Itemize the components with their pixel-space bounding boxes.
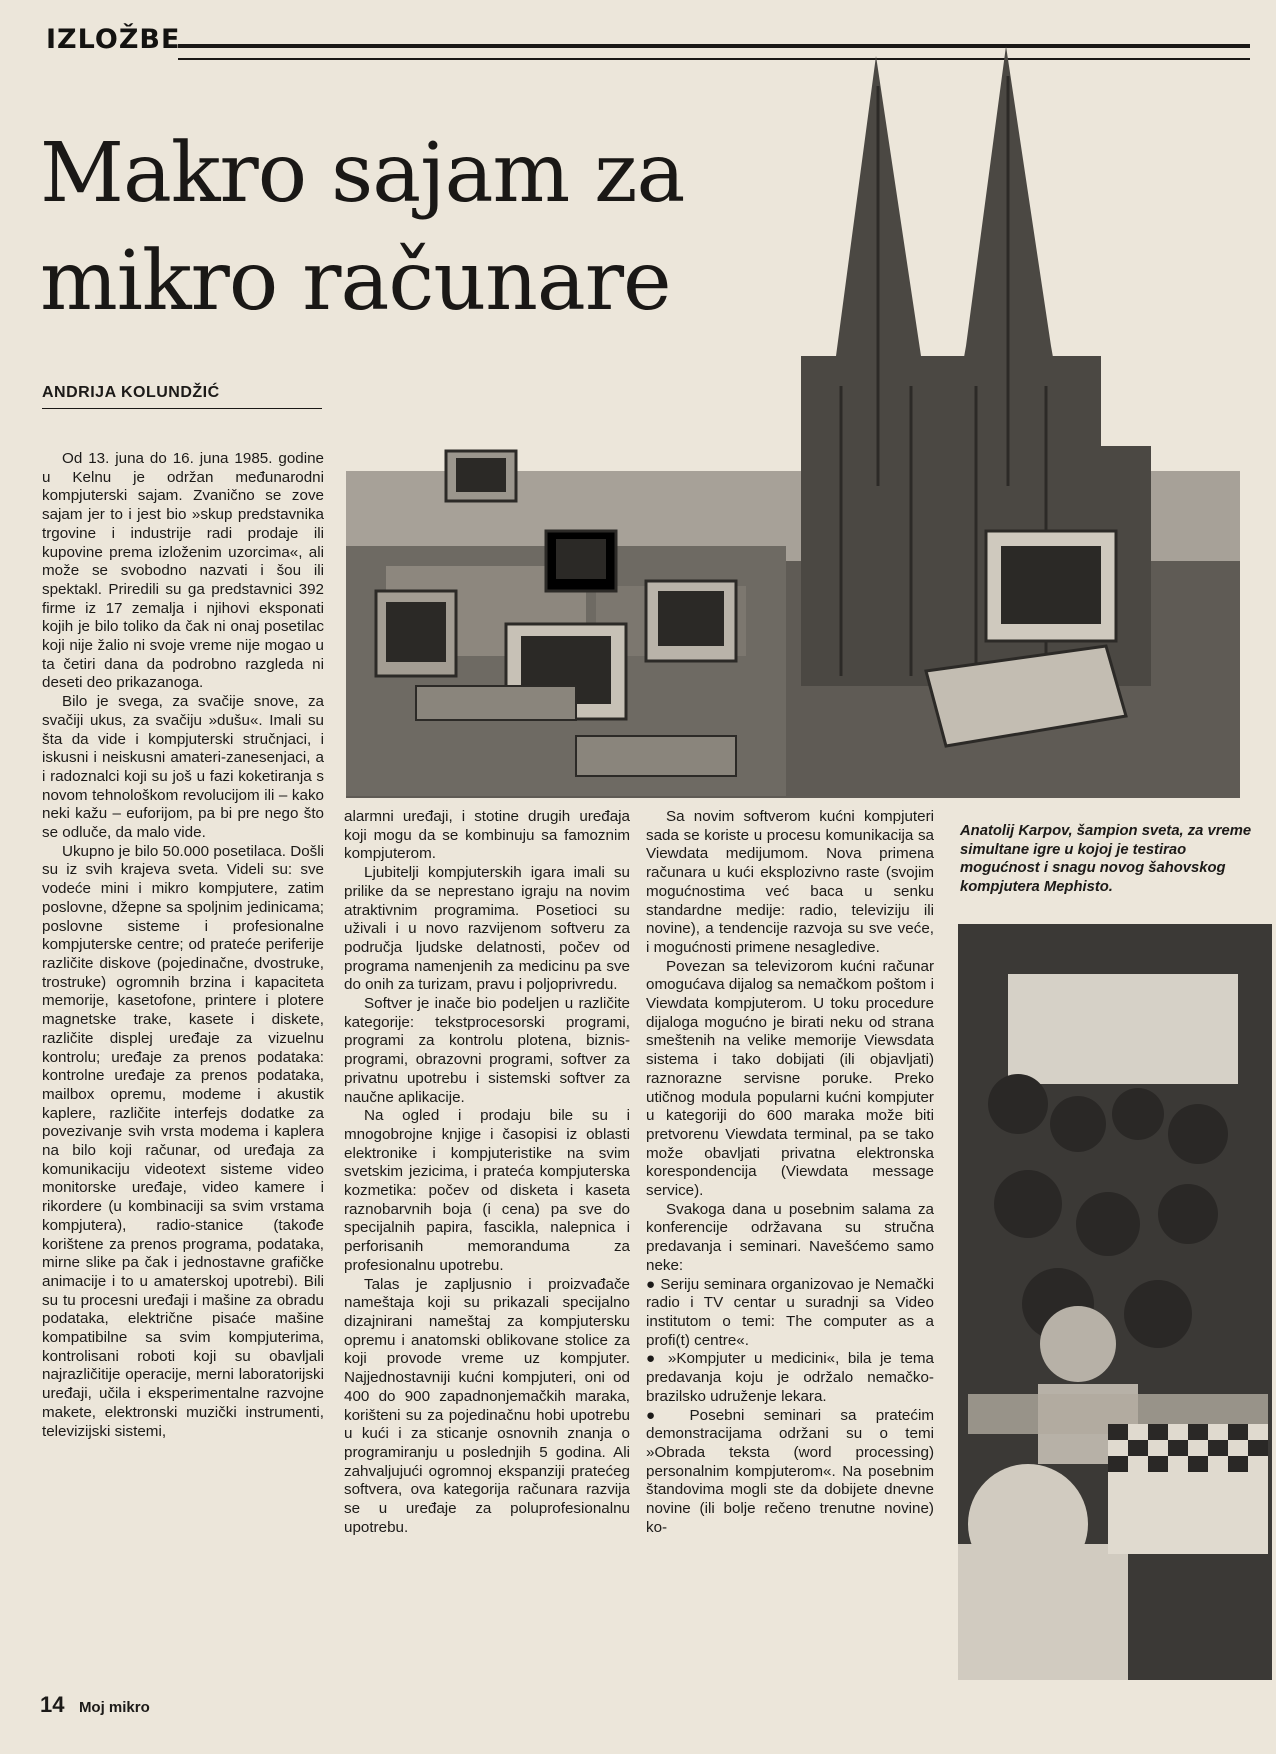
photo-caption: Anatolij Karpov, šampion sveta, za vreme simultane igre u kojoj je testirao mogućnost i snagu novog šahovskog kompjutera Mephisto. [960,823,1252,895]
headline-line-1: Makro sajam za [40,126,685,221]
paragraph: Od 13. juna do 16. juna 1985. godine u Kelnu je održan međunarodni kompjuterski sajam. Zvanično se zove sajam jer to i jest bio »skup predstavnika trgovine i industrije radi prodaje ili kupovine prema izloženim uzorcima«, ali može se svobodno nazvati i šou ili spektakl. Priredili su ga predstavnici 392 firme iz 17 zemalja i njihovi eksponati kojih je bilo toliko da čak ni onaj posetilac koji nije žalio ni svoje vreme nije mogao u ta četiri dana da podrobno razgleda ni deseti deo prikazanoga. [42,450,324,692]
bullet-paragraph: ● Seriju seminara organizovao je Nemački radio i TV centar u suradnji sa Video institutom o temi: The computer as a profi(t) centre«. [646,1275,934,1349]
page-footer [40,1692,150,1718]
paragraph: Na ogled i prodaju bile su i mnogobrojne knjige i časopisi iz oblasti elektronike i kompjuteristike na svim svetskim jezicima, i prateća kompjuterska kozmetika: počev od disketa i kaseta raznobarvnih boja (i cena) pa sve do specijalnih papira, fascikla, nalepnica i perforisanih memoranduma za profesionalnu upotrebu. [344,1107,630,1274]
chess-photo [958,924,1272,1680]
section-tag: IZLOŽBE [46,24,181,55]
chess-simultaneous-photo [958,924,1272,1680]
magazine-name: Moj mikro [78,1699,150,1716]
bullet-paragraph: ● »Kompjuter u medicini«, bila je tema predavanja koju je održalo nemačko-brazilsko udruženje lekara. [646,1350,934,1405]
text-column-3 [646,808,934,1537]
page-number: 14 [40,1692,65,1717]
paragraph: Softver je inače bio podeljen u različite kategorije: tekstprocesorski programi, programi za kontrolu plotena, biznis-programi, obrazovni programi, softver za privatnu upotrebu i sistemski softver za naučne aplikacije. [344,995,630,1106]
paragraph: Povezan sa televizorom kućni računar omogućava dijalog sa nemačkom poštom i Viewdata kompjuterom. U toku procedure dijaloga mogućno je birati neku od strana smeštenih na velike memorije Viewsdata sistema i tako dobijati (ili objavljati) raznorazne servisne poruke. Preko utičnog modula popularni kućni kompjuter u kategoriji do 600 maraka može biti pretvorenu Viewdata terminal, pa se tako može obavljati privatna elektronska korespondencija (Viewdata message service). [646,957,934,1200]
headline-line-2: mikro računare [40,234,671,329]
paragraph: Ukupno je bilo 50.000 posetilaca. Došli su iz svih krajeva sveta. Videli su: sve vodeće mini i mikro kompjutere, zatim poslovne, džepne sa spoljnim jedinicama; poslovne sisteme i profesionalne kompjuterske centre; od prateće periferije različite diskove (pojedinačne, dvostruke, trostruke) ogromnih brzina i kapaciteta memorije, kasetofone, printere i plotere magnetske trake, kasete i diskete, različite displej uređaje za vizuelnu kontrolu; uređaje za prenos podataka: kontrolne uređaje za prenos podataka, mailbox opremu, modeme i akustik kaplere, različite interfejs dodatke za povezivanje svih vrsta modema i kaplera na bilo koji računar, od uređaja za komunikaciju videotext sisteme video monitorske uređaje, video kamere i rikordere (u kombinaciji sa svim vrstama kompjutera), radio-stanice (takođe korištene za prenos programa, podataka, mirne slike pa čak i jednostavne grafičke animacije i to u amaterskoj upotrebi). Bili su tu procesni uređaji i mašine za obradu podataka, električne pisaće mašine kompatibilne sa svim kompjuterima, kontrolisani roboti koji su obavljali najrazličitije operacije, merni laboratorijski uređaji, učila i eksperimentalne razvojne makete, elektronski muzički instrumenti, televizijski sistemi, [42,842,324,1440]
paragraph: Sa novim softverom kućni kompjuteri sada se koriste u procesu komunikacija sa Viewdata medijumom. Nova primena računara u kući eksplozivno raste (svojim mogućnostima već baca u senku standardne medije: radio, televiziju ili novine), a tendencije razvoja su sve veće, i mogućnosti primene nesagledive. [646,808,934,956]
text-column-2 [344,808,630,1537]
byline-rule [42,408,322,409]
paragraph: alarmni uređaji, i stotine drugih uređaja koji mogu da se kombinuju sa famoznim kompjuterom. [344,808,630,863]
author-byline: ANDRIJA KOLUNDŽIĆ [42,384,220,401]
text-column-1 [42,450,324,1441]
paragraph: Talas je zapljusnio i proizvađače nameštaja koji su prikazali specijalno dizajnirani nameštaj za kompjutersku opremu i anatomski oblikovane stolice za koji provode vreme uz kompjuter. Najjednostavniji kućni kompjuteri, oni od 400 do 900 zapadnonjemačkih maraka, korišteni su za pojedinačnu hobi upotrebu u kući i za sticanje osnovnih znanja o programiranju u poslednjih 5 godina. Ali zahvaljujući ogromnoj ekspanziji pratećeg softvera, ova kategorija računara razvija se u uređaje za poluprofesionalnu upotrebu. [344,1275,630,1536]
paragraph: Ljubitelji kompjuterskih igara imali su prilike da se neprestano igraju na novim atraktivnim programima. Posetioci su uživali i u novo razvijenom softveru za područja ljudske delatnosti, počev od programa namenjenih za medicinu pa sve do onih za turizam, pravu i poljoprivredu. [344,864,630,994]
paragraph: Svakoga dana u posebnim salama za konferencije održavana su stručna predavanja i seminari. Navešćemo samo neke: [646,1200,934,1274]
paragraph: Bilo je svega, za svačije snove, za svačiji ukus, za svačiju »dušu«. Imali su šta da vide i kompjuterski stručnjaci, i iskusni i neiskusni amateri-zanesenjaci, a i radoznalci koji su još u fazi koketiranja s novom tehnološkom revolucijom ili – kako neki kažu – euforijom, pa bi pre nego što se odluče, da malo vide. [42,693,324,842]
bullet-paragraph: ● Posebni seminari sa pratećim demonstracijama održani su o temi »Obrada teksta (word processing) personalnim kompjuterom«. Na posebnim štandovima mogli ste da dobijete dnevne novine (ili bolje rečeno trenutne novine) ko- [646,1406,934,1536]
headline [40,120,740,336]
